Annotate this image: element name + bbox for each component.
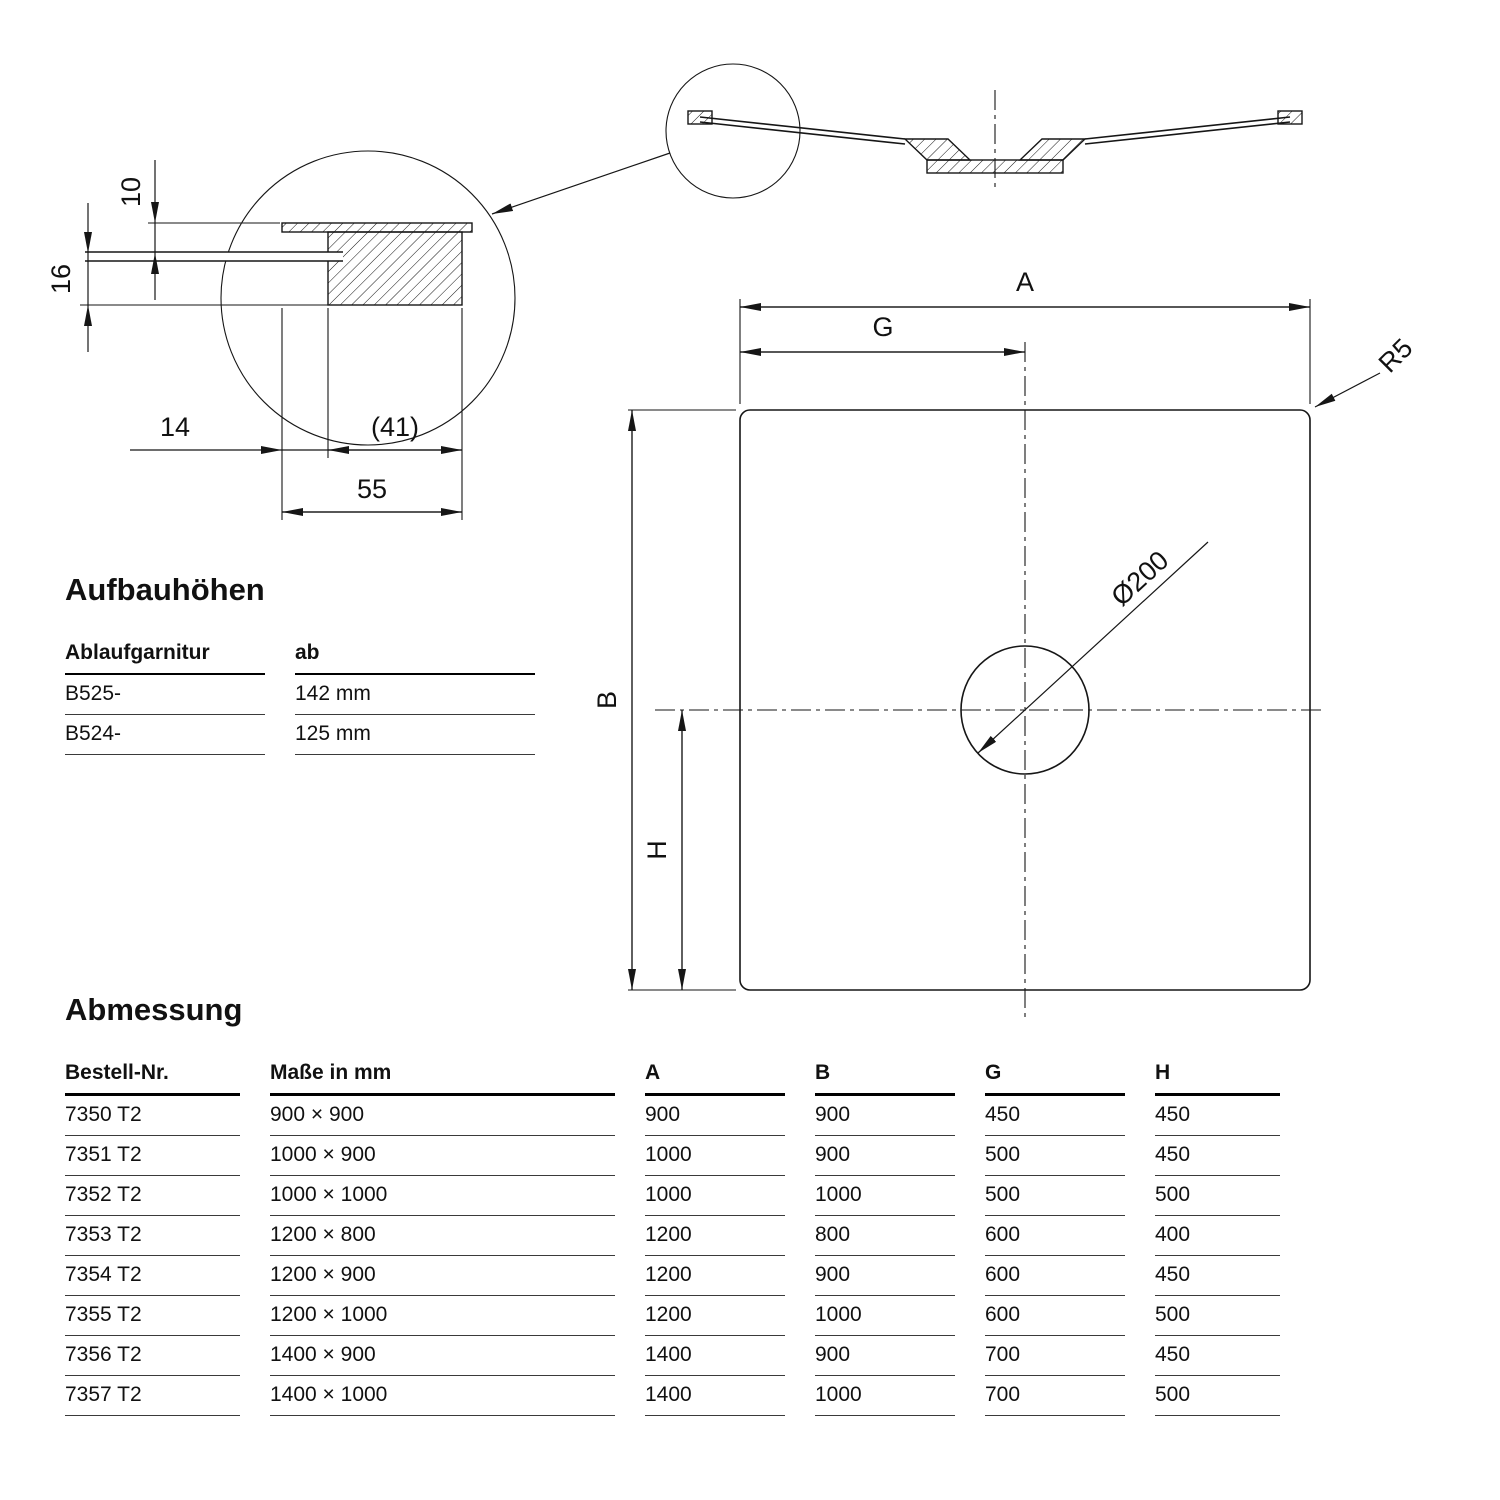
cell-b: 1000 <box>815 1296 955 1336</box>
cell-h: 450 <box>1155 1256 1280 1296</box>
dim-label-16: 16 <box>46 263 76 295</box>
cell-ab: 142 mm <box>295 675 535 715</box>
cell-g: 500 <box>985 1136 1125 1176</box>
dimension-total-height <box>46 203 88 352</box>
cell-masse: 1200 × 1000 <box>270 1296 615 1336</box>
cell-a: 1000 <box>645 1176 785 1216</box>
cell-garnitur: B525- <box>65 675 265 715</box>
dimension-total-width <box>282 474 462 512</box>
cell-a: 1200 <box>645 1296 785 1336</box>
cell-bestell-nr: 7357 T2 <box>65 1376 240 1416</box>
radius-label: R5 <box>1372 332 1419 379</box>
cell-h: 450 <box>1155 1336 1280 1376</box>
cell-ab: 125 mm <box>295 715 535 755</box>
cell-a: 1400 <box>645 1376 785 1416</box>
cell-b: 900 <box>815 1096 955 1136</box>
abmessung-table <box>35 1054 1310 1416</box>
table-row <box>65 675 535 715</box>
col-bestell-nr: Bestell-Nr. <box>65 1054 240 1096</box>
cell-bestell-nr: 7352 T2 <box>65 1176 240 1216</box>
cell-garnitur: B524- <box>65 715 265 755</box>
col-ab: ab <box>295 634 535 675</box>
table-row <box>65 1296 1280 1336</box>
col-h: H <box>1155 1054 1280 1096</box>
dimension-inner-width <box>328 412 462 450</box>
drain-right <box>1020 139 1085 160</box>
cell-bestell-nr: 7353 T2 <box>65 1216 240 1256</box>
col-masse: Maße in mm <box>270 1054 615 1096</box>
table-row <box>65 1136 1280 1176</box>
table-row <box>65 1216 1280 1256</box>
cell-g: 500 <box>985 1176 1125 1216</box>
aufbauhoehen-title: Aufbauhöhen <box>65 572 265 607</box>
cell-h: 450 <box>1155 1096 1280 1136</box>
cell-bestell-nr: 7354 T2 <box>65 1256 240 1296</box>
cell-masse: 1400 × 900 <box>270 1336 615 1376</box>
dimension-h <box>642 710 682 990</box>
table-row <box>65 1336 1280 1376</box>
dimension-g <box>740 312 1025 352</box>
cell-a: 1200 <box>645 1256 785 1296</box>
dimension-a <box>740 267 1310 307</box>
cell-masse: 1200 × 900 <box>270 1256 615 1296</box>
cell-a: 1200 <box>645 1216 785 1256</box>
table-row <box>65 1256 1280 1296</box>
rim-lip <box>282 223 472 232</box>
col-a: A <box>645 1054 785 1096</box>
diameter-label: Ø200 <box>1105 544 1175 612</box>
dim-label-h: H <box>642 840 672 860</box>
cell-masse: 1400 × 1000 <box>270 1376 615 1416</box>
tray-sheet-mask <box>85 252 343 261</box>
dimension-b <box>592 410 632 990</box>
cell-masse: 1200 × 800 <box>270 1216 615 1256</box>
dim-label-14: 14 <box>159 412 191 442</box>
cell-h: 450 <box>1155 1136 1280 1176</box>
cell-h: 500 <box>1155 1176 1280 1216</box>
dim-label-a: A <box>1015 267 1035 297</box>
col-b: B <box>815 1054 955 1096</box>
cell-a: 900 <box>645 1096 785 1136</box>
aufbauhoehen-section <box>65 572 565 755</box>
dimension-rim-height <box>116 160 155 300</box>
support-block <box>328 232 462 305</box>
dim-label-41: (41) <box>370 412 420 442</box>
cell-a: 1000 <box>645 1136 785 1176</box>
cell-b: 800 <box>815 1216 955 1256</box>
cell-bestell-nr: 7350 T2 <box>65 1096 240 1136</box>
cell-masse: 1000 × 1000 <box>270 1176 615 1216</box>
cell-masse: 900 × 900 <box>270 1096 615 1136</box>
detail-leader <box>492 153 670 214</box>
cell-g: 450 <box>985 1096 1125 1136</box>
dim-label-55: 55 <box>356 474 388 504</box>
table-row <box>65 1376 1280 1416</box>
cell-g: 700 <box>985 1376 1125 1416</box>
dim-label-b: B <box>592 690 622 710</box>
cross-section-view <box>492 64 1302 214</box>
dimension-edge-offset <box>130 412 328 450</box>
cell-g: 600 <box>985 1296 1125 1336</box>
cell-b: 1000 <box>815 1176 955 1216</box>
cell-h: 500 <box>1155 1376 1280 1416</box>
table-header-row <box>65 634 535 675</box>
cell-b: 900 <box>815 1136 955 1176</box>
cell-bestell-nr: 7356 T2 <box>65 1336 240 1376</box>
cell-b: 1000 <box>815 1376 955 1416</box>
drain-left <box>905 139 970 160</box>
abmessung-section <box>65 992 1310 1416</box>
cell-bestell-nr: 7355 T2 <box>65 1296 240 1336</box>
edge-detail-view <box>46 151 515 520</box>
cell-h: 500 <box>1155 1296 1280 1336</box>
cell-bestell-nr: 7351 T2 <box>65 1136 240 1176</box>
cell-b: 900 <box>815 1256 955 1296</box>
cell-b: 900 <box>815 1336 955 1376</box>
table-row <box>65 1176 1280 1216</box>
col-ablaufgarnitur: Ablaufgarnitur <box>65 634 265 675</box>
plan-view <box>592 267 1418 1018</box>
col-g: G <box>985 1054 1125 1096</box>
dim-label-10: 10 <box>116 176 146 208</box>
dim-label-g: G <box>872 312 894 342</box>
table-header-row <box>65 1054 1280 1096</box>
cell-g: 600 <box>985 1256 1125 1296</box>
aufbauhoehen-table <box>35 634 565 755</box>
abmessung-title: Abmessung <box>65 992 243 1027</box>
table-row <box>65 715 535 755</box>
corner-radius-callout <box>1315 333 1418 407</box>
cell-g: 700 <box>985 1336 1125 1376</box>
cell-g: 600 <box>985 1216 1125 1256</box>
cell-h: 400 <box>1155 1216 1280 1256</box>
cell-a: 1400 <box>645 1336 785 1376</box>
table-row <box>65 1096 1280 1136</box>
cell-masse: 1000 × 900 <box>270 1136 615 1176</box>
